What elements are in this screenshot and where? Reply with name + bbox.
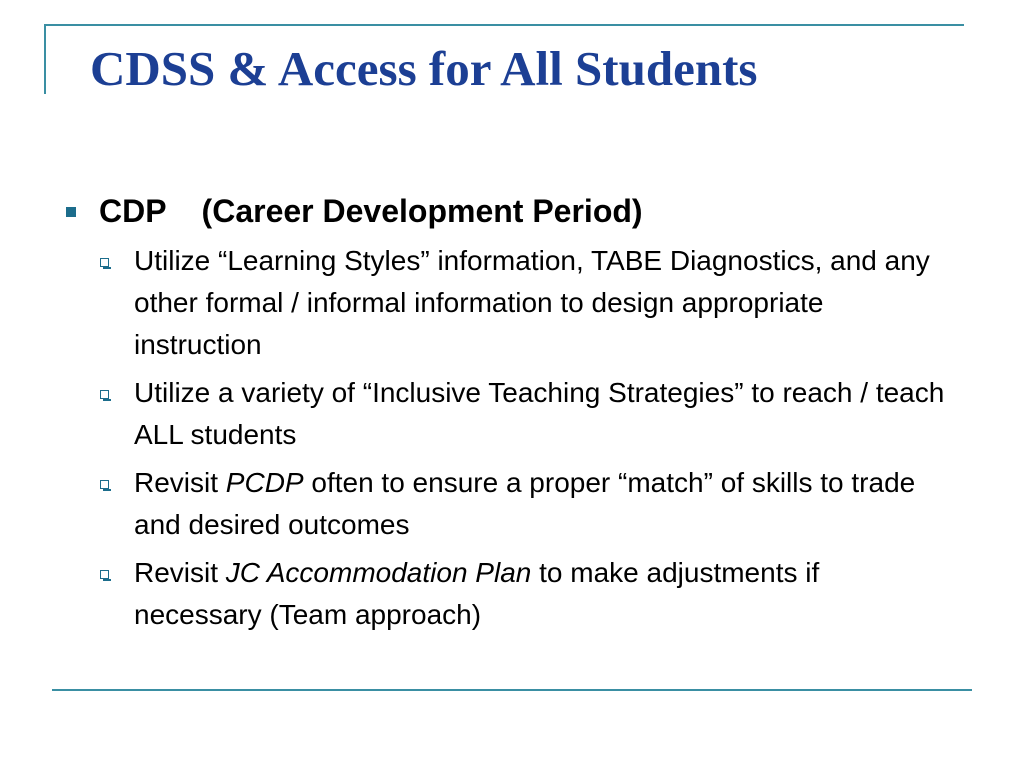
- frame-top-rule: [44, 24, 964, 26]
- hollow-square-bullet-icon: [100, 480, 109, 489]
- sub-bullet-item: [100, 372, 956, 456]
- sub-bullet-item: [100, 552, 956, 636]
- main-bullet-text: CDP (Career Development Period): [99, 193, 643, 229]
- sub-bullet-prefix: Revisit: [134, 467, 226, 498]
- slide-content: [66, 188, 956, 636]
- hollow-square-bullet-icon: [100, 570, 109, 579]
- sub-bullet-item: [100, 462, 956, 546]
- pcdp-emphasis: PCDP: [225, 467, 304, 498]
- sub-bullet-suffix: to make adjustments if necessary (Team approach): [134, 557, 820, 630]
- sub-bullet-list: [66, 240, 956, 636]
- sub-bullet-text: [134, 552, 954, 636]
- sub-bullet-prefix: Revisit: [134, 557, 226, 588]
- hollow-square-bullet-icon: [100, 258, 109, 267]
- frame-bottom-rule: [52, 689, 972, 691]
- sub-bullet-item: [100, 240, 956, 366]
- sub-bullet-text: Utilize “Learning Styles” information, TABE Diagnostics, and any other formal / informal information to design appropriate instruction: [134, 245, 930, 360]
- square-bullet-icon: [66, 207, 76, 217]
- sub-bullet-text: [134, 462, 954, 546]
- hollow-square-bullet-icon: [100, 390, 109, 399]
- slide-title: CDSS & Access for All Students: [90, 41, 758, 96]
- frame-left-rule: [44, 24, 46, 94]
- accommodation-plan-emphasis: JC Accommodation Plan: [225, 557, 532, 588]
- sub-bullet-text: Utilize a variety of “Inclusive Teaching Strategies” to reach / teach ALL students: [134, 377, 945, 450]
- main-bullet: [66, 188, 956, 234]
- sub-bullet-suffix: often to ensure a proper “match” of skills to trade and desired outcomes: [134, 467, 916, 540]
